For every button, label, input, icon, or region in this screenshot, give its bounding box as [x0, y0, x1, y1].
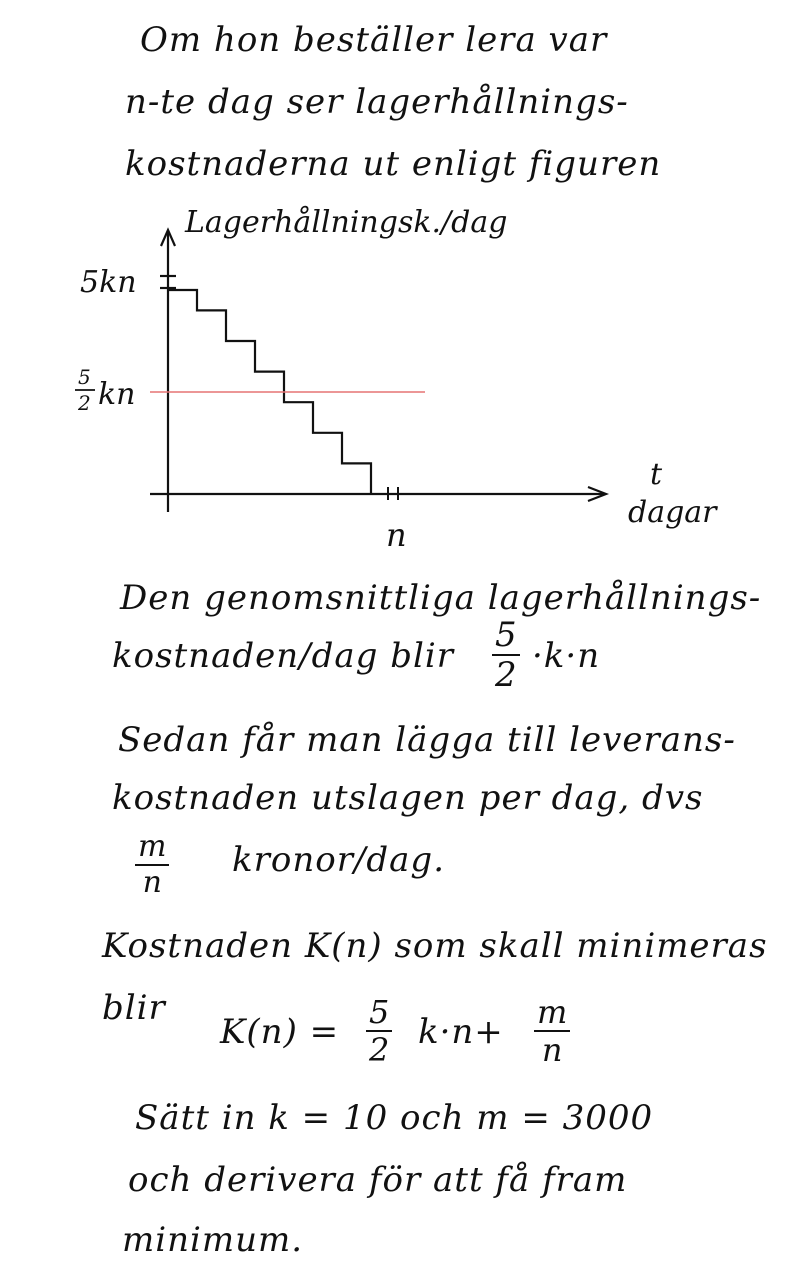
- formula-fraction-1-num: 5: [369, 993, 390, 1031]
- para1-fraction: [492, 615, 520, 695]
- para1-fraction-num: 5: [495, 615, 517, 655]
- formula-fraction-1-den: 2: [369, 1031, 390, 1069]
- para2-fraction-num: m: [138, 829, 167, 864]
- para1-line-2-pre: kostnaden/dag blir: [112, 636, 454, 676]
- formula-fraction-1: [366, 993, 392, 1069]
- formula-fraction-2-den: n: [541, 1031, 563, 1069]
- ytick-top-label: 5kn: [80, 265, 137, 300]
- ytick-mid-suffix: kn: [98, 377, 136, 412]
- para3-line-2: blir: [102, 988, 166, 1028]
- para2-fraction: [135, 829, 169, 900]
- formula-fraction-2-num: m: [537, 993, 568, 1031]
- ytick-mid-num: 5: [78, 365, 91, 389]
- intro-line-1: Om hon beställer lera var: [140, 20, 608, 60]
- y-axis-label: Lagerhållningsk./dag: [185, 205, 508, 240]
- para4-line-2: och derivera för att få fram: [128, 1160, 628, 1200]
- stock-cost-graph: [0, 0, 800, 560]
- para4-line-1: Sätt in k = 10 och m = 3000: [135, 1098, 654, 1138]
- para1-line-1: Den genomsnittliga lagerhållnings-: [120, 578, 762, 618]
- ytick-mid-den: 2: [78, 391, 91, 415]
- x-axis-label-unit: dagar: [628, 495, 717, 530]
- intro-line-3: kostnaderna ut enligt figuren: [125, 144, 662, 184]
- formula-lhs: K(n) =: [220, 1012, 340, 1052]
- x-axis-label-t: t: [650, 457, 663, 492]
- para4-line-3: minimum.: [122, 1220, 304, 1260]
- para2-line-1: Sedan får man lägga till leverans-: [118, 720, 736, 760]
- intro-line-2: n-te dag ser lagerhållnings-: [125, 82, 629, 122]
- formula-fraction-2: [534, 993, 570, 1069]
- para3-line-1: Kostnaden K(n) som skall minimeras: [102, 926, 768, 966]
- para2-line-3-post: kronor/dag.: [232, 840, 446, 880]
- xtick-n-label: n: [386, 516, 407, 554]
- para2-line-2: kostnaden utslagen per dag, dvs: [112, 778, 704, 818]
- para2-fraction-den: n: [142, 865, 162, 900]
- para1-line-2-post: ·k·n: [532, 636, 601, 676]
- para1-fraction-den: 2: [495, 655, 517, 695]
- formula-mid: k·n+: [418, 1012, 504, 1052]
